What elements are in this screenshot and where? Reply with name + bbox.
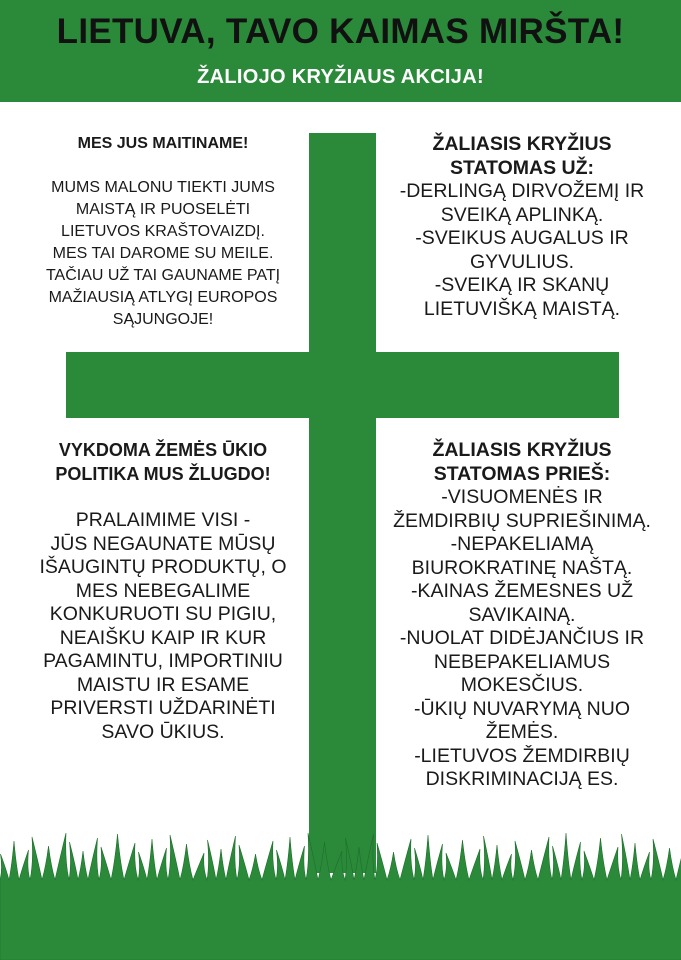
heading-line: VYKDOMA ŽEMĖS ŪKIO [58,440,268,460]
poster-title: LIETUVA, TAVO KAIMAS MIRŠTA! [56,12,625,51]
body-line: JŪS NEGAUNATE MŪSŲ [50,532,276,555]
body-line: -NEPAKELIAMĄ [450,533,594,555]
body-line: MES TAI DAROME SU MEILE. [52,245,274,262]
body-line: PAGAMINTU, IMPORTINIU [43,650,283,672]
panel-agricultural-policy [18,439,308,744]
panel-body [18,509,308,744]
body-line: LIETUVIŠKĄ MAISTĄ. [423,297,621,320]
body-line: TAČIAU UŽ TAI GAUNAME PATĮ [45,267,281,284]
body-line: MAŽIAUSIĄ ATLYGĮ EUROPOS [48,289,278,306]
poster-subtitle: ŽALIOJO KRYŽIAUS AKCIJA! [197,66,484,88]
body-line: BIUROKRATINĘ NAŠTĄ. [411,556,633,579]
body-line: IŠAUGINTŲ PRODUKTŲ, O [39,556,287,578]
panel-cross-erected-against [377,439,667,792]
body-line: SĄJUNGOJE! [112,311,214,328]
body-line: SAVO ŪKIUS. [101,720,225,743]
body-line: NEAIŠKU KAIP IR KUR [59,626,267,649]
body-line: NEBEPAKELIAMUS [433,650,611,673]
body-line: -NUOLAT DIDĖJANČIUS IR [399,627,645,649]
panel-body [18,177,308,331]
header-banner [0,0,681,102]
heading-line: ŽALIASIS KRYŽIUS [432,439,612,461]
body-line: MUMS MALONU TIEKTI JUMS [51,179,275,196]
panel-cross-erected-for [377,133,667,321]
panel-heading [18,439,308,486]
heading-line: ŽALIASIS KRYŽIUS [432,133,612,155]
body-line: MES NEBEGALIME [75,579,251,602]
body-line: SAVIKAINĄ. [468,603,576,626]
panel-body [377,486,667,792]
body-line: GYVULIUS. [469,250,575,273]
body-line: PRALAIMIME VISI - [75,509,251,531]
panel-heading: MES JUS MAITINAME! [77,135,249,152]
green-cross-horizontal-beam [66,352,619,418]
body-line: -LIETUVOS ŽEMDIRBIŲ [414,744,630,767]
body-line: SVEIKĄ APLINKĄ. [440,203,604,226]
body-line: -DERLINGĄ DIRVOŽEMĮ IR [399,180,645,202]
body-line: -ŪKIŲ NUVARYMĄ NUO [414,697,630,720]
panel-heading [377,439,667,486]
panel-body [377,180,667,321]
body-line: ŽEMDIRBIŲ SUPRIEŠINIMĄ. [393,509,651,532]
body-line: DISKRIMINACIJĄ ES. [425,768,619,790]
panel-we-feed-you [18,133,308,331]
body-line: MOKESČIUS. [460,674,584,696]
body-line: -SVEIKUS AUGALUS IR [415,227,629,249]
body-line: ŽEMĖS. [485,721,559,743]
body-line: PRIVERSTI UŽDARINĖTI [50,697,276,719]
body-line: -KAINAS ŽEMESNES UŽ [410,580,634,602]
heading-line: POLITIKA MUS ŽLUGDO! [55,463,271,484]
green-cross-vertical-beam [309,133,376,873]
body-line: LIETUVOS KRAŠTOVAIZDĮ. [61,223,265,240]
body-line: -SVEIKĄ IR SKANŲ [434,274,610,296]
grass-illustration [0,820,681,960]
body-line: MAISTU IR ESAME [76,673,250,696]
panel-heading [377,133,667,180]
heading-line: STATOMAS PRIEŠ: [433,462,611,485]
body-line: KONKURUOTI SU PIGIU, [49,603,277,625]
body-line: MAISTĄ IR PUOSELĖTI [75,201,251,218]
heading-line: STATOMAS UŽ: [449,156,595,179]
body-line: -VISUOMENĖS IR [441,486,603,508]
